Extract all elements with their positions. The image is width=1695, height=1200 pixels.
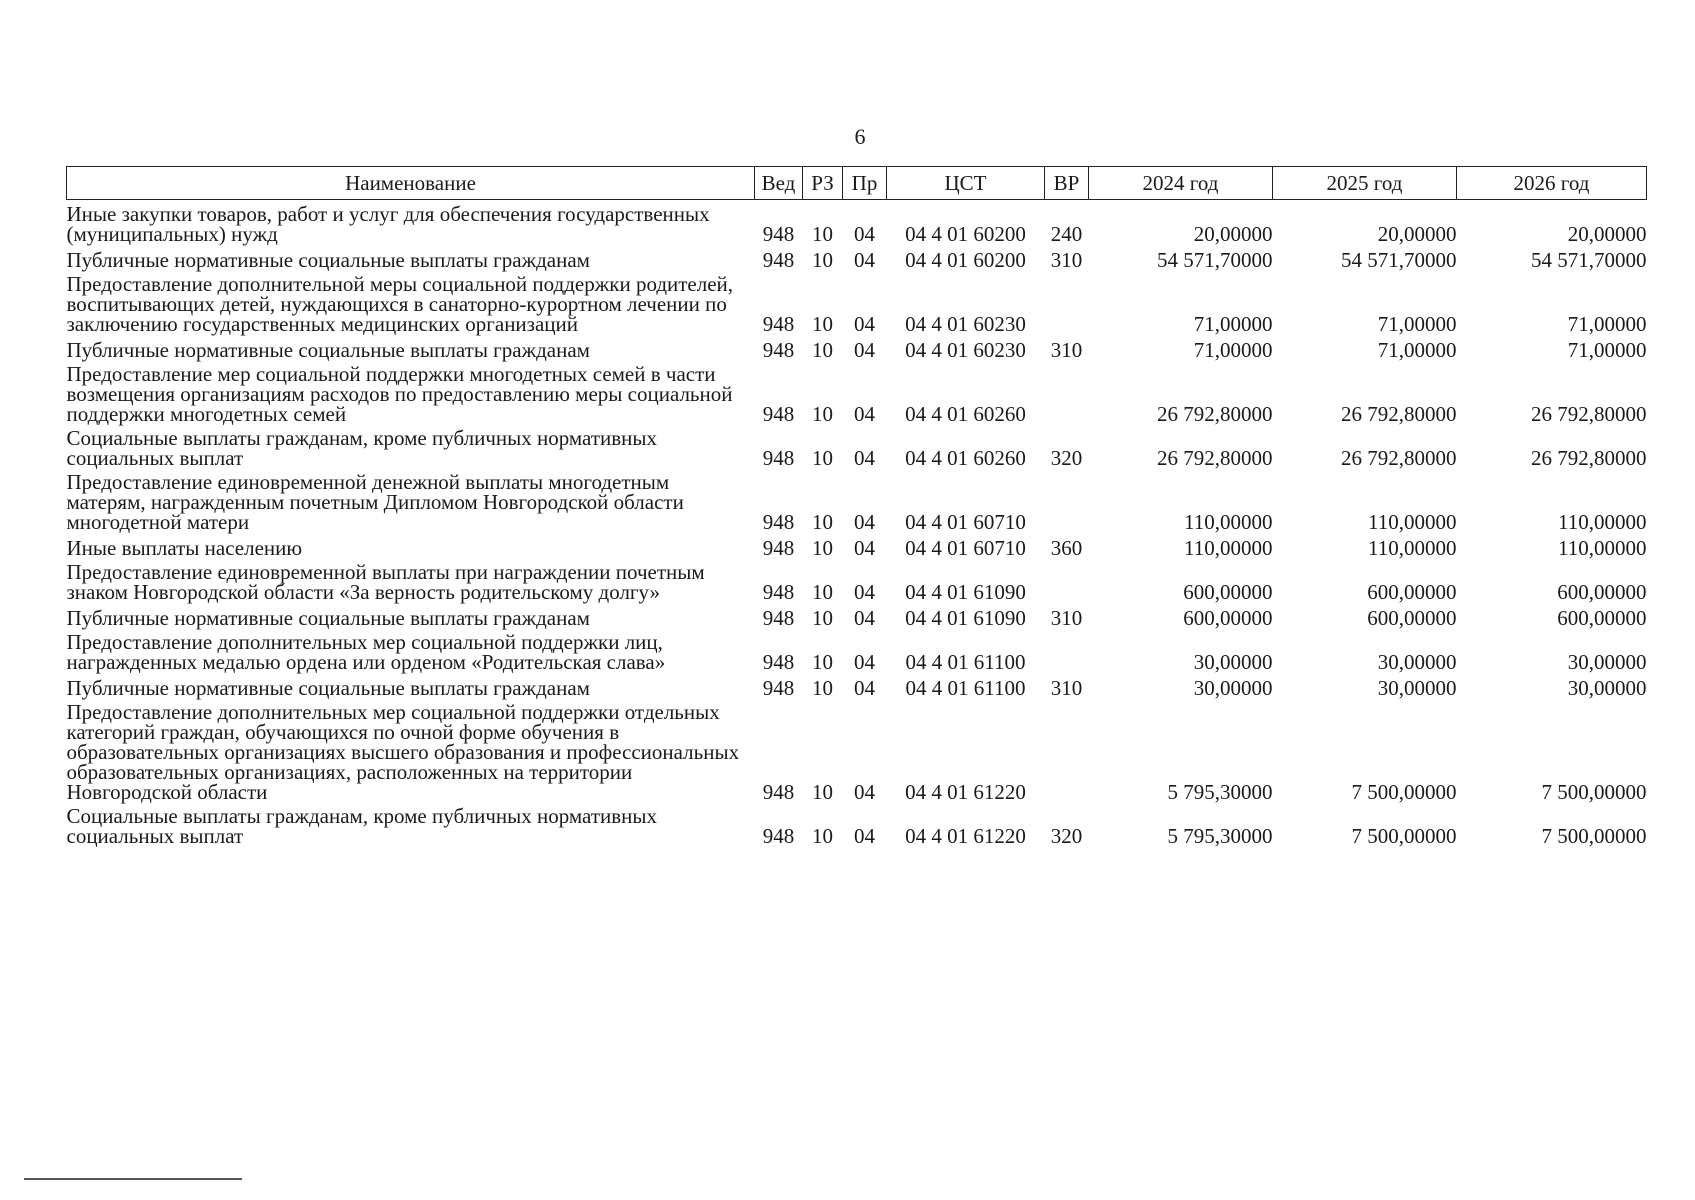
- header-2024: 2024 год: [1089, 167, 1273, 200]
- header-2026: 2026 год: [1457, 167, 1647, 200]
- row-amount-2024: 30,00000: [1193, 650, 1273, 674]
- row-name: Предоставление дополнительных мер социальной поддержки отдельных категорий граждан, обучающихся по очной форме обучения в образовательных организациях высшего образования и профессиональных образовательных организациях, расположенных на территории Новгородской области: [66, 700, 740, 804]
- row-pr: 04: [854, 248, 875, 272]
- row-ved: 948: [762, 248, 795, 272]
- row-rz: 10: [812, 338, 833, 362]
- table-body: [67, 200, 1647, 847]
- row-amount-2024: 71,00000: [1193, 338, 1273, 362]
- row-ved: 948: [762, 780, 795, 804]
- row-amount-2025: 26 792,80000: [1341, 446, 1457, 470]
- row-vr: [1045, 468, 1089, 532]
- row-amount-2025: 600,00000: [1367, 580, 1457, 604]
- row-cst: 04 4 01 60230: [905, 312, 1026, 336]
- row-amount-2025: 30,00000: [1377, 650, 1457, 674]
- row-amount-2026: 54 571,70000: [1531, 248, 1647, 272]
- row-cst: 04 4 01 61100: [905, 676, 1026, 700]
- row-amount-2026: 7 500,00000: [1541, 780, 1647, 804]
- row-pr: 04: [854, 312, 875, 336]
- row-ved: 948: [762, 650, 795, 674]
- row-amount-2025: 30,00000: [1377, 676, 1457, 700]
- row-amount-2026: 110,00000: [1558, 536, 1647, 560]
- row-name: Публичные нормативные социальные выплаты гражданам: [66, 606, 590, 630]
- row-name: Предоставление мер социальной поддержки многодетных семей в части возмещения организациям расходов по предоставлению меры социальной поддержки многодетных семей: [66, 362, 733, 426]
- row-amount-2025: 20,00000: [1377, 222, 1457, 246]
- row-amount-2024: 26 792,80000: [1157, 402, 1273, 426]
- row-amount-2026: 30,00000: [1567, 650, 1647, 674]
- row-rz: 10: [812, 650, 833, 674]
- row-vr: 360: [1050, 536, 1083, 560]
- table-row: [67, 602, 1647, 628]
- row-rz: 10: [812, 312, 833, 336]
- row-cst: 04 4 01 60200: [905, 222, 1026, 246]
- row-rz: 10: [812, 824, 833, 848]
- row-amount-2025: 71,00000: [1377, 312, 1457, 336]
- row-ved: 948: [762, 510, 795, 534]
- row-pr: 04: [854, 338, 875, 362]
- row-vr: 320: [1050, 824, 1083, 848]
- row-vr: 310: [1050, 606, 1083, 630]
- row-amount-2025: 110,00000: [1368, 510, 1457, 534]
- table-row: [67, 532, 1647, 558]
- row-amount-2024: 110,00000: [1184, 536, 1273, 560]
- header-row: [67, 167, 1647, 200]
- table-row: [67, 244, 1647, 270]
- row-cst: 04 4 01 61100: [905, 650, 1026, 674]
- row-cst: 04 4 01 61220: [905, 824, 1026, 848]
- row-cst: 04 4 01 61090: [905, 580, 1026, 604]
- table-row: [67, 360, 1647, 424]
- row-ved: 948: [762, 446, 795, 470]
- table-row: [67, 468, 1647, 532]
- row-cst: 04 4 01 61090: [905, 606, 1026, 630]
- row-pr: 04: [854, 606, 875, 630]
- row-amount-2024: 30,00000: [1193, 676, 1273, 700]
- row-vr: [1045, 270, 1089, 334]
- row-vr: [1045, 360, 1089, 424]
- row-ved: 948: [762, 312, 795, 336]
- table-row: [67, 270, 1647, 334]
- row-rz: 10: [812, 676, 833, 700]
- row-amount-2024: 5 795,30000: [1167, 780, 1273, 804]
- row-name: Предоставление дополнительной меры социальной поддержки родителей, воспитывающих детей, нуждающихся в санаторно-курортном лечении по заключению государственных медицинских организаций: [66, 272, 734, 336]
- row-vr: [1045, 558, 1089, 602]
- row-amount-2026: 7 500,00000: [1541, 824, 1647, 848]
- row-vr: 310: [1050, 338, 1083, 362]
- table-row: [67, 334, 1647, 360]
- header-rz: РЗ: [803, 167, 843, 200]
- row-name: Иные выплаты населению: [66, 536, 303, 560]
- header-vr: ВР: [1045, 167, 1089, 200]
- table-row: [67, 558, 1647, 602]
- row-amount-2024: 600,00000: [1183, 606, 1273, 630]
- row-ved: 948: [762, 824, 795, 848]
- table-header: [67, 167, 1647, 200]
- row-amount-2024: 54 571,70000: [1157, 248, 1273, 272]
- table-row: [67, 802, 1647, 846]
- row-pr: 04: [854, 780, 875, 804]
- row-rz: 10: [812, 446, 833, 470]
- row-amount-2026: 600,00000: [1557, 606, 1647, 630]
- row-cst: 04 4 01 61220: [905, 780, 1026, 804]
- row-vr: 310: [1050, 676, 1083, 700]
- row-amount-2024: 600,00000: [1183, 580, 1273, 604]
- row-cst: 04 4 01 60710: [905, 510, 1026, 534]
- row-rz: 10: [812, 510, 833, 534]
- row-cst: 04 4 01 60710: [905, 536, 1026, 560]
- row-pr: 04: [854, 446, 875, 470]
- table-row: [67, 200, 1647, 245]
- table-row: [67, 628, 1647, 672]
- row-amount-2026: 26 792,80000: [1531, 402, 1647, 426]
- header-2025: 2025 год: [1273, 167, 1457, 200]
- row-name: Социальные выплаты гражданам, кроме публичных нормативных социальных выплат: [66, 426, 658, 470]
- row-rz: 10: [812, 402, 833, 426]
- row-pr: 04: [854, 222, 875, 246]
- row-cst: 04 4 01 60200: [905, 248, 1026, 272]
- row-cst: 04 4 01 60260: [905, 446, 1026, 470]
- page-number: 6: [854, 124, 866, 149]
- row-amount-2025: 7 500,00000: [1351, 824, 1457, 848]
- header-cst: ЦСТ: [887, 167, 1045, 200]
- row-rz: 10: [812, 580, 833, 604]
- row-amount-2025: 54 571,70000: [1341, 248, 1457, 272]
- row-name: Иные закупки товаров, работ и услуг для обеспечения государственных (муниципальных) нужд: [66, 202, 710, 246]
- row-amount-2026: 20,00000: [1567, 222, 1647, 246]
- row-amount-2026: 600,00000: [1557, 580, 1647, 604]
- header-pr: Пр: [843, 167, 887, 200]
- row-rz: 10: [812, 222, 833, 246]
- row-amount-2024: 110,00000: [1184, 510, 1273, 534]
- row-name: Предоставление дополнительных мер социальной поддержки лиц, награжденных медалью ордена или орденом «Родительская слава»: [66, 630, 666, 674]
- table-row: [67, 424, 1647, 468]
- row-name: Предоставление единовременной выплаты при награждении почетным знаком Новгородской области «За верность родительскому долгу»: [66, 560, 705, 604]
- row-vr: 240: [1050, 222, 1083, 246]
- row-pr: 04: [854, 580, 875, 604]
- table-row: [67, 698, 1647, 802]
- row-ved: 948: [762, 402, 795, 426]
- row-vr: 310: [1050, 248, 1083, 272]
- row-ved: 948: [762, 536, 795, 560]
- row-ved: 948: [762, 222, 795, 246]
- row-pr: 04: [854, 676, 875, 700]
- header-ved: Вед: [755, 167, 803, 200]
- row-rz: 10: [812, 536, 833, 560]
- row-vr: [1045, 698, 1089, 802]
- row-amount-2024: 71,00000: [1193, 312, 1273, 336]
- row-amount-2026: 71,00000: [1567, 312, 1647, 336]
- row-name: Социальные выплаты гражданам, кроме публичных нормативных социальных выплат: [66, 804, 658, 848]
- row-rz: 10: [812, 606, 833, 630]
- row-pr: 04: [854, 536, 875, 560]
- row-ved: 948: [762, 580, 795, 604]
- row-pr: 04: [854, 510, 875, 534]
- row-ved: 948: [762, 676, 795, 700]
- row-amount-2025: 110,00000: [1368, 536, 1457, 560]
- row-ved: 948: [762, 338, 795, 362]
- row-name: Публичные нормативные социальные выплаты гражданам: [66, 338, 590, 362]
- row-amount-2024: 26 792,80000: [1157, 446, 1273, 470]
- row-vr: 320: [1050, 446, 1083, 470]
- row-amount-2025: 7 500,00000: [1351, 780, 1457, 804]
- row-cst: 04 4 01 60260: [905, 402, 1026, 426]
- row-pr: 04: [854, 824, 875, 848]
- row-amount-2026: 110,00000: [1558, 510, 1647, 534]
- row-pr: 04: [854, 402, 875, 426]
- row-name: Публичные нормативные социальные выплаты гражданам: [66, 676, 590, 700]
- row-amount-2026: 26 792,80000: [1531, 446, 1647, 470]
- row-amount-2026: 30,00000: [1567, 676, 1647, 700]
- row-name: Публичные нормативные социальные выплаты гражданам: [66, 248, 590, 272]
- row-rz: 10: [812, 780, 833, 804]
- row-ved: 948: [762, 606, 795, 630]
- row-amount-2025: 600,00000: [1367, 606, 1457, 630]
- row-amount-2025: 26 792,80000: [1341, 402, 1457, 426]
- row-vr: [1045, 628, 1089, 672]
- table-row: [67, 672, 1647, 698]
- row-amount-2026: 71,00000: [1567, 338, 1647, 362]
- header-name: Наименование: [67, 167, 755, 200]
- row-rz: 10: [812, 248, 833, 272]
- footer-rule: [24, 1178, 242, 1180]
- row-amount-2024: 5 795,30000: [1167, 824, 1273, 848]
- row-amount-2024: 20,00000: [1193, 222, 1273, 246]
- row-name: Предоставление единовременной денежной выплаты многодетным матерям, награжденным почетным Дипломом Новгородской области многодетной матери: [66, 470, 684, 534]
- row-amount-2025: 71,00000: [1377, 338, 1457, 362]
- row-pr: 04: [854, 650, 875, 674]
- row-cst: 04 4 01 60230: [905, 338, 1026, 362]
- budget-table: [66, 166, 1647, 846]
